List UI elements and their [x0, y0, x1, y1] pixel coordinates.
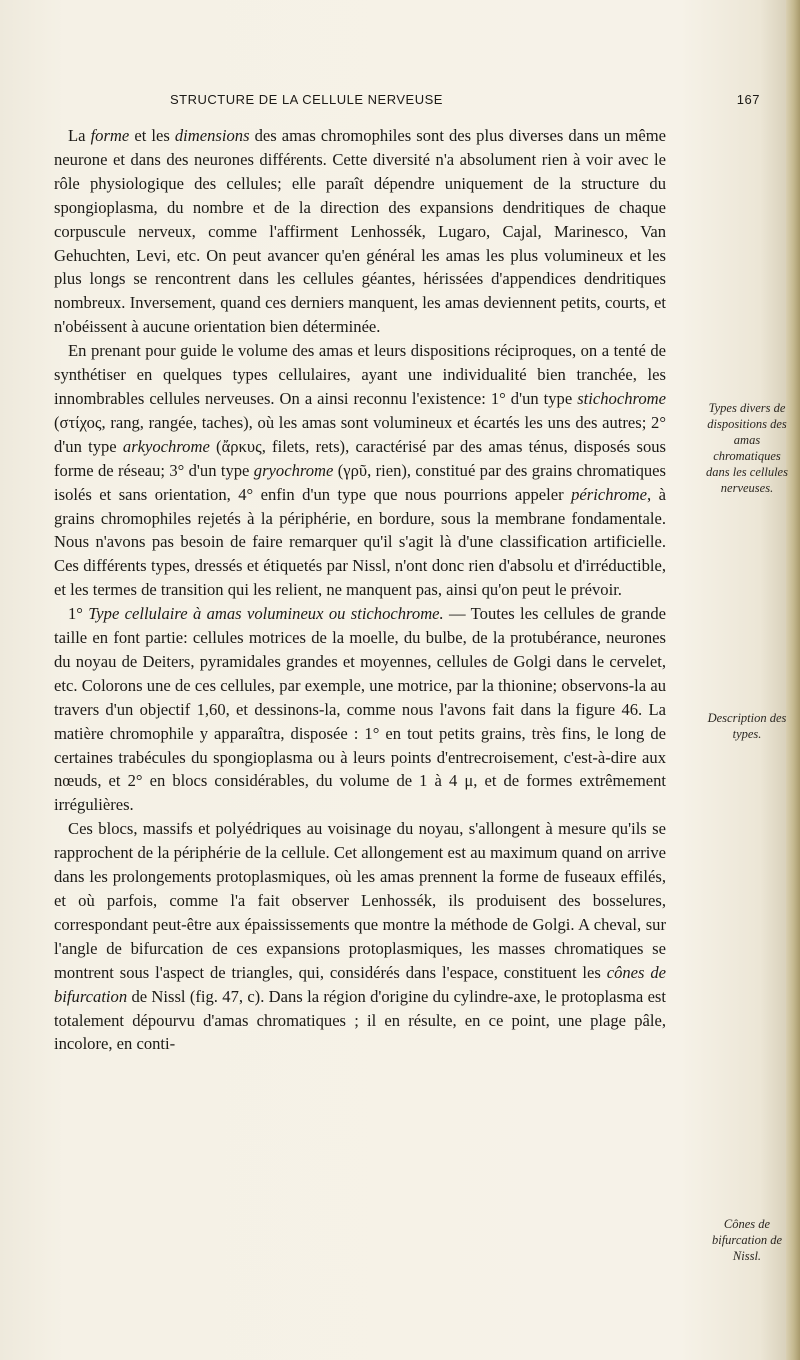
- text-run: et les: [129, 126, 175, 145]
- italic-term: périchrome: [571, 484, 648, 504]
- italic-term: gryochrome: [253, 460, 334, 480]
- margin-note-description: Description des types.: [707, 711, 787, 741]
- margin-note-types: Types divers de dispositions des amas chromatiques dans les cellules nerveuses.: [706, 401, 788, 495]
- text-run: En prenant pour guide le volume des amas et leurs dispositions réciproques, on a tenté de synthétiser en quelques types cellulaires, ayant une individualité bien tranchée, les innombrables cellules nerveuses. On a ainsi reconnu l'existence: 1° d'un type: [54, 341, 666, 408]
- text-run: La: [68, 126, 91, 145]
- paragraph-3: [54, 602, 666, 817]
- body-text: [54, 124, 666, 1056]
- page-edge: [786, 0, 800, 1360]
- text-run: Ces blocs, massifs et polyédriques au voisinage du noyau, s'allongent à mesure qu'ils se rapprochent de la périphérie de la cellule. Cet allongement est au maximum quand on arrive dans les prolongements protoplasmiques, où les amas prennent la forme de fuseaux effilés, et où parfois, comme l'a fait observer Lenhossék, ils produisent des bosselures, correspondant peut-être aux épaississements que montre la méthode de Golgi. A cheval, sur l'angle de bifurcation de ces expansions protoplasmiques, les masses chromatiques se montrent sous l'aspect de triangles, qui, considérés dans l'espace, constituent les: [54, 819, 666, 982]
- paragraph-2: [54, 339, 666, 602]
- paragraph-4: [54, 817, 666, 1056]
- text-run: (γρῦ, rien), constitué par des grains chromatiques isolés et sans orientation, 4° enfin d'un type que nous pourrions appeler: [54, 460, 667, 504]
- italic-term: forme: [90, 126, 130, 145]
- text-run: des amas chromophiles sont des plus diverses dans un même neurone et dans des neurones différents. Cette diversité n'a absolument rien à voir avec le rôle physiologique des cellules; elle paraît dépendre uniquement de la structure du spongioplasma, du nombre et de la direction des expansions dendritiques de chaque corpuscule nerveux, comme l'affirment Lenhossék, Lugaro, Cajal, Marinesco, Van Gehuchten, Levi, etc. On peut avancer qu'en général les amas les plus volumineux et les plus longs se rencontrent dans les cellules géantes, hérissées d'appendices dendritiques nombreux. Inversement, quand ces derniers manquent, les amas deviennent petits, courts, et n'obéissent à aucune orientation bien déterminée.: [54, 126, 666, 337]
- italic-term: stichochrome: [577, 388, 666, 408]
- text-run: — Toutes les cellules de grande taille en font partie: cellules motrices de la moelle, du bulbe, de la protubérance, neurones du noyau de Deiters, pyramidales grandes et moyennes, cellules de Golgi dans le cervelet, etc. Colorons une de ces cellules, par exemple, une motrice, par la thionine; observons-la au travers d'un objectif 1,60, et dessinons-la, comme nous l'avons fait dans la figure 46. La matière chromophile y apparaîtra, disposée : 1° en tout petits grains, très fins, le long de certaines trabécules du spongioplasma ou à leurs points d'entrecroisement, c'est-à-dire aux nœuds, et 2° en blocs considérables, du volume de 1 à 4 μ, et de formes extrêmement irrégulières.: [54, 604, 666, 815]
- text-run: (ἄρκυς, filets, rets), caractérisé par des amas ténus, disposés sous forme de réseau; 3° d'un type: [54, 436, 666, 480]
- page-number: 167: [736, 92, 760, 107]
- text-run: 1°: [68, 604, 89, 624]
- italic-term: dimensions: [174, 126, 250, 145]
- text-run: (στίχος, rang, rangée, taches), où les amas sont volumineux et écartés les uns des autres; 2° d'un type: [54, 412, 666, 456]
- margin-note-cones: Cônes de bifurcation de Nissl.: [711, 1217, 782, 1263]
- italic-term: arkyochrome: [122, 436, 210, 456]
- text-run: , à grains chromophiles rejetés à la périphérie, en bordure, sous la membrane fondamentale. Nous n'avons pas besoin de faire remarquer qu'il s'agit là d'une classification artificielle. Ces différents types, dressés et étiquetés par Nissl, n'ont donc rien d'absolu et d'irréductible, et les termes de transition qui les relient, ne manquent pas, ainsi qu'on peut le prévoir.: [54, 484, 666, 600]
- text-run: de Nissl (fig. 47, c). Dans la région d'origine du cylindre-axe, le protoplasma est totalement dépourvu d'amas chromatiques ; il en résulte, en ce point, une plage pâle, incolore, en conti-: [54, 986, 666, 1054]
- header-title: STRUCTURE DE LA CELLULE NERVEUSE: [170, 92, 443, 107]
- paragraph-1: [54, 124, 666, 339]
- section-heading: Type cellulaire à amas volumineux ou stichochrome.: [88, 604, 444, 624]
- italic-term: cônes de bifurcation: [54, 962, 666, 1006]
